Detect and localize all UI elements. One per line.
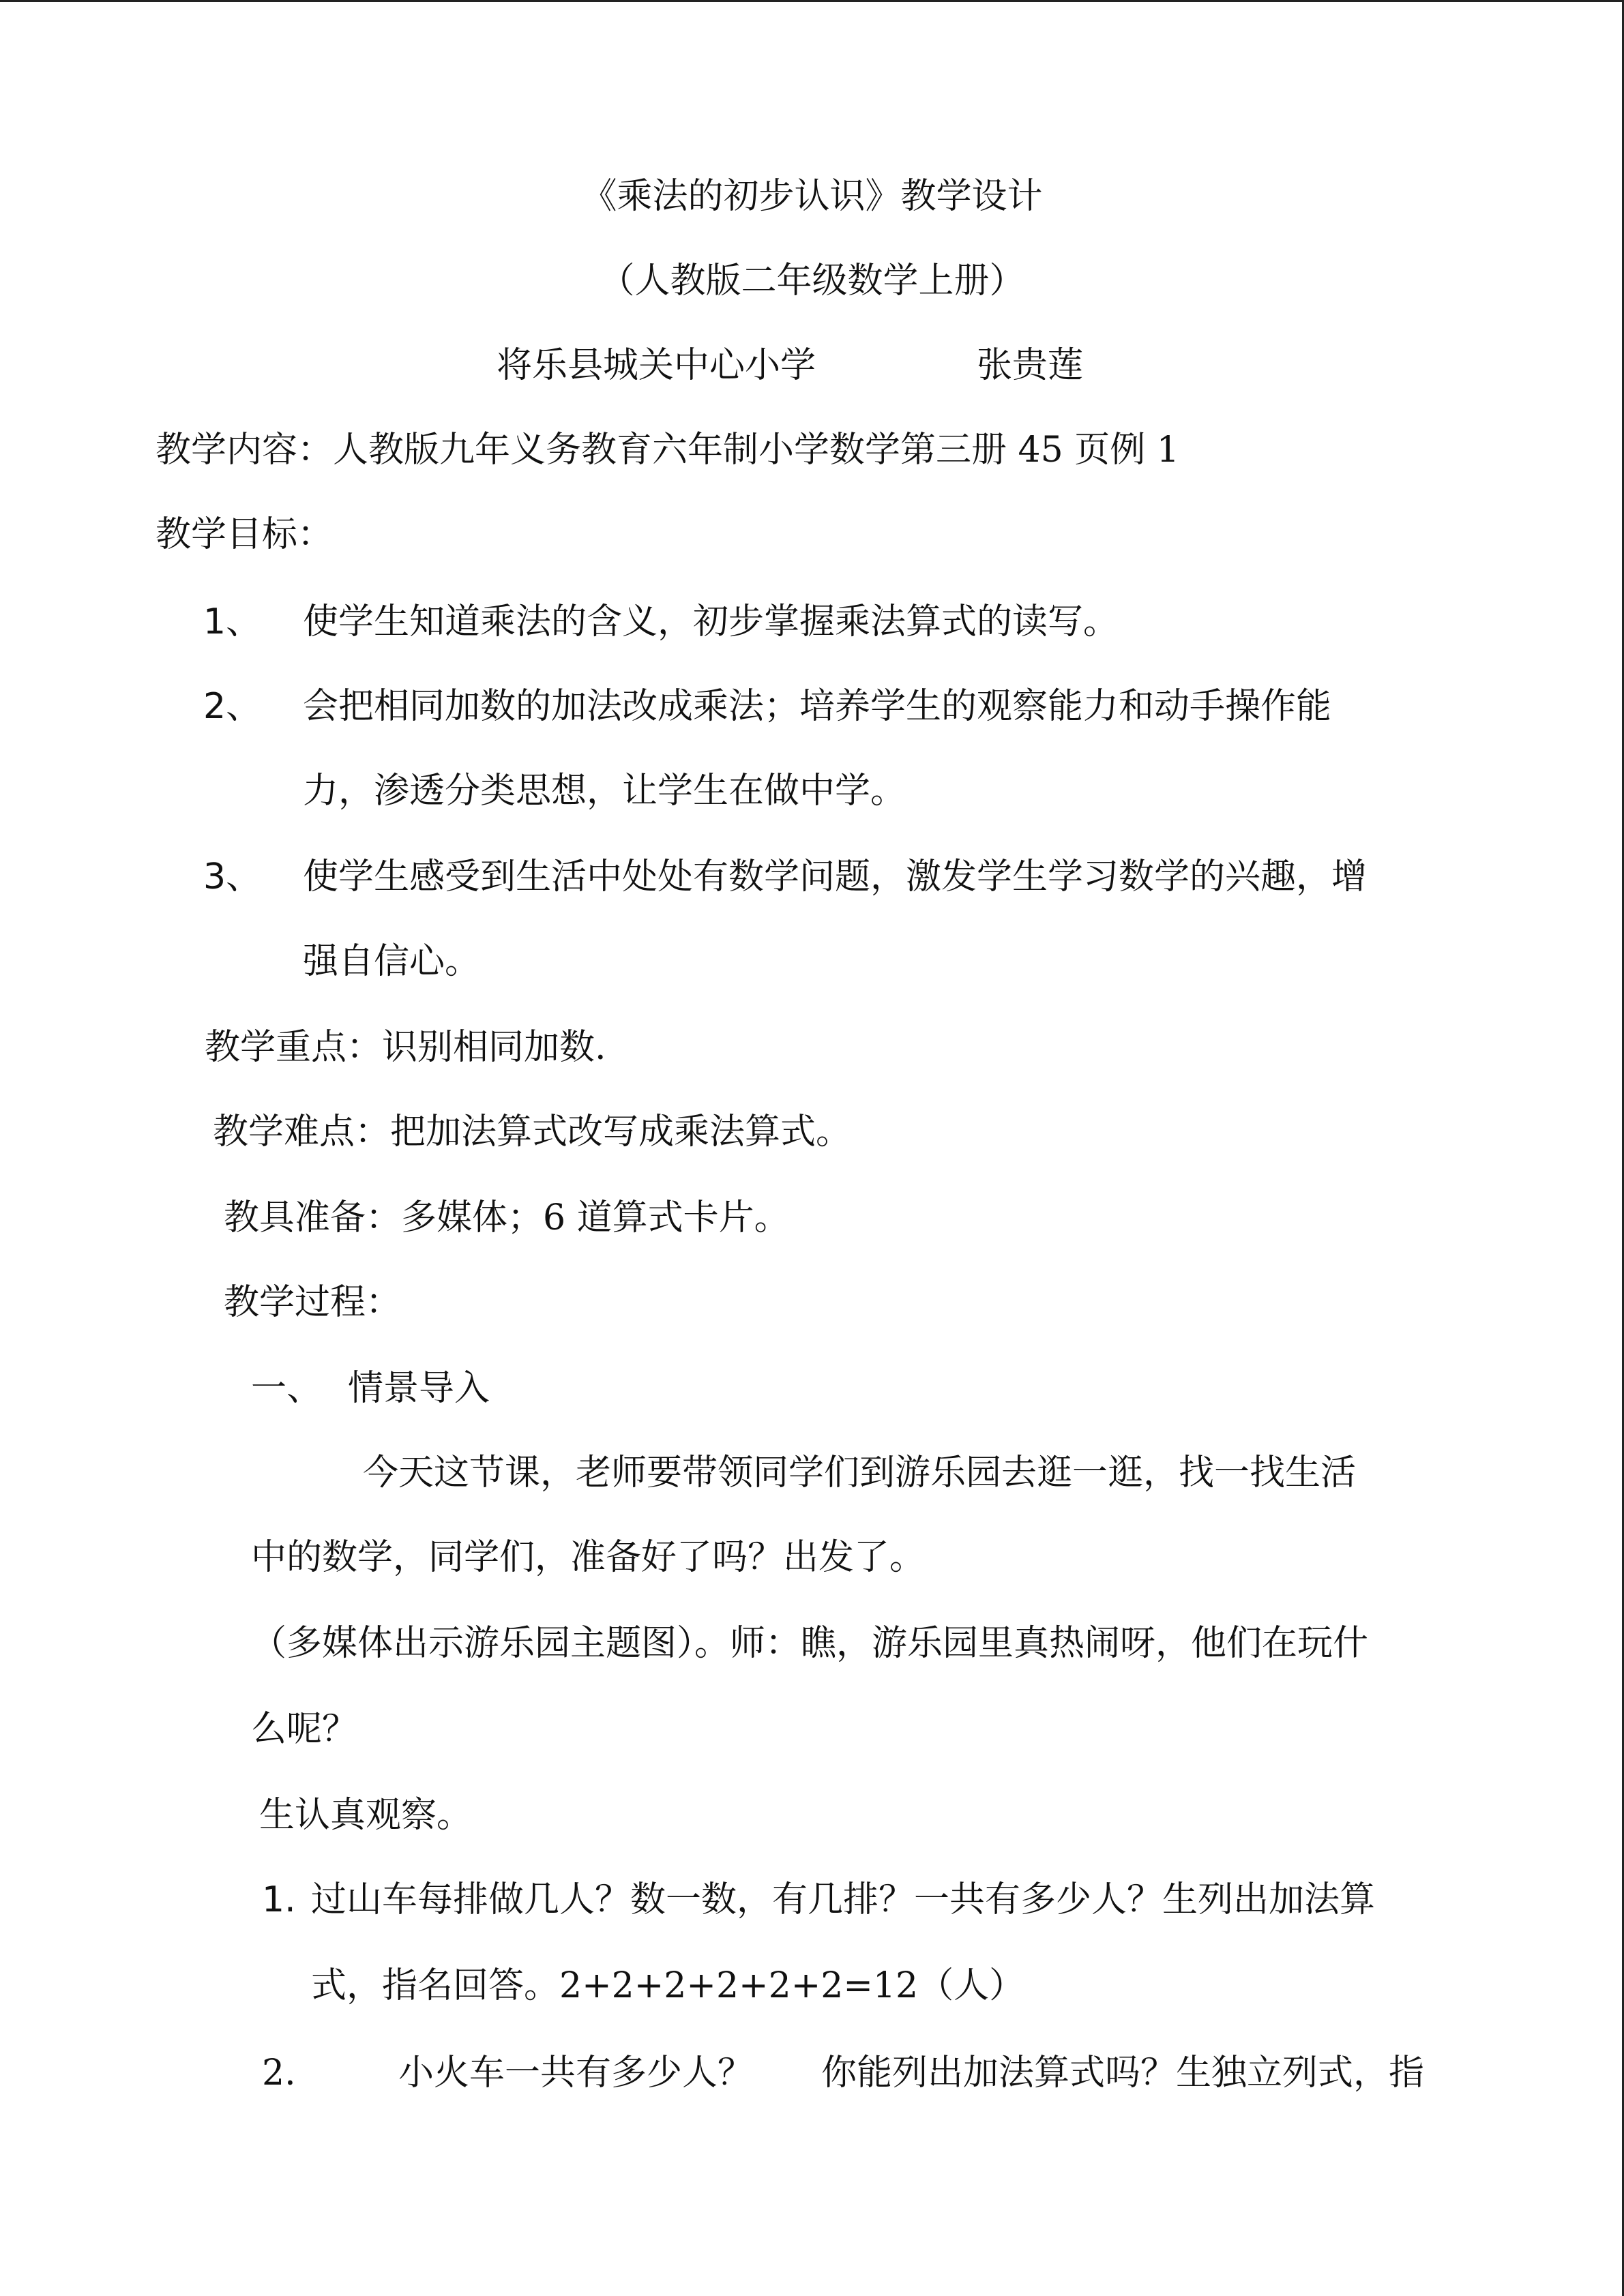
paragraph-2-line2: 么呢？	[251, 1709, 358, 1750]
process-label: 教学过程：	[224, 1282, 402, 1323]
step-2-text-part1: 小火车一共有多少人？	[398, 2053, 754, 2093]
section-1-number: 一、	[251, 1368, 323, 1409]
key-point: 教学重点：识别相同加数.	[205, 1027, 606, 1068]
content-label: 教学内容：	[156, 430, 334, 471]
objective-2-text-line1: 会把相同加数的加法改成乘法；培养学生的观察能力和动手操作能	[303, 686, 1332, 727]
materials: 教具准备：多媒体；6 道算式卡片。	[224, 1197, 790, 1238]
step-1-text-line1: 过山车每排做几人？数一数，有几排？一共有多少人？生列出加法算	[311, 1879, 1376, 1920]
content-line	[156, 428, 1179, 472]
step-2-text-part2: 你能列出加法算式吗？生独立列式，指	[821, 2053, 1425, 2093]
paragraph-1-line1: 今天这节课，老师要带领同学们到游乐园去逛一逛，找一找生活	[363, 1452, 1357, 1493]
document-title: 《乘法的初步认识》教学设计	[581, 176, 1043, 217]
document-subtitle: （人教版二年级数学上册）	[599, 260, 1025, 301]
objectives-label: 教学目标：	[156, 514, 334, 555]
objective-1-text: 使学生知道乘法的含义，初步掌握乘法算式的读写。	[303, 601, 1119, 642]
author-name: 张贵莲	[977, 345, 1084, 386]
objective-2-number: 2、	[203, 686, 262, 727]
objective-3-text-line1: 使学生感受到生活中处处有数学问题，激发学生学习数学的兴趣，增	[303, 856, 1368, 897]
objective-2-text-line2: 力，渗透分类思想，让学生在做中学。	[303, 771, 906, 811]
paragraph-1-line2: 中的数学，同学们，准备好了吗？出发了。	[251, 1537, 926, 1578]
step-2-number: 2.	[262, 2053, 296, 2093]
step-1-number: 1.	[262, 1879, 296, 1920]
difficulty: 教学难点：把加法算式改写成乘法算式。	[213, 1112, 852, 1152]
objective-1-number: 1、	[203, 601, 262, 642]
paragraph-2-line1: （多媒体出示游乐园主题图）。师：瞧，游乐园里真热闹呀，他们在玩什	[251, 1623, 1369, 1664]
author-school: 将乐县城关中心小学	[497, 345, 816, 386]
objective-3-number: 3、	[203, 856, 262, 897]
paragraph-3: 生认真观察。	[259, 1795, 473, 1836]
step-1-text-line2: 式，指名回答。2+2+2+2+2+2=12（人）	[311, 1965, 1025, 2006]
content-text: 人教版九年义务教育六年制小学数学第三册 45 页例 1	[333, 430, 1179, 471]
objective-3-text-line2: 强自信心。	[303, 941, 481, 982]
section-1-title: 情景导入	[348, 1368, 490, 1409]
